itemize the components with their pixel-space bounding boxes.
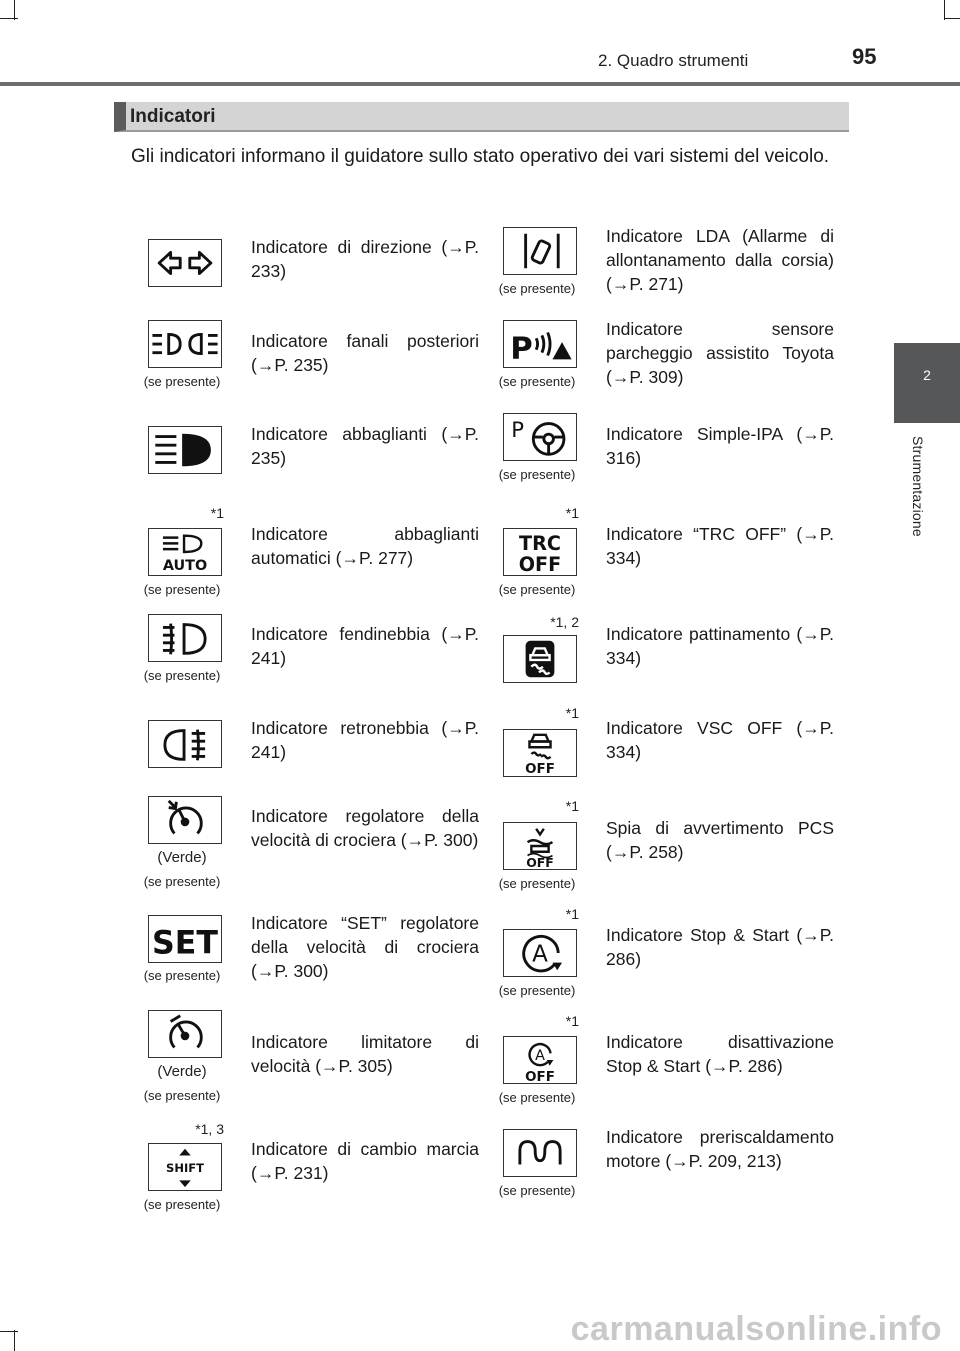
green-label: (Verde): [157, 849, 207, 866]
slip-icon: [503, 635, 577, 683]
if-equipped-label: (se presente): [498, 983, 576, 998]
if-equipped-label: (se presente): [498, 1090, 576, 1105]
indicator-description: Indicatore limitatore di velocità (→P. 305): [251, 1032, 479, 1076]
lda-icon: [503, 227, 577, 275]
chapter-tab: [894, 343, 960, 423]
svg-text:AUTO: AUTO: [162, 558, 208, 575]
indicator-description: Indicatore pattinamento (→P. 334): [606, 624, 834, 668]
parking-sensor-icon: [503, 320, 577, 368]
indicator-description: Indicatore retronebbia (→P. 241): [251, 718, 479, 762]
footnote-marker: *1, 2: [550, 614, 579, 630]
if-equipped-label: (se presente): [143, 374, 221, 389]
indicator-description: Indicatore Simple-IPA (→P. 316): [606, 424, 834, 468]
off-text: OFF: [525, 762, 555, 776]
turn-signal-icon: [148, 239, 222, 287]
speed-limiter-icon: [148, 1010, 222, 1058]
vsc-off-icon: [503, 729, 577, 777]
trc-text: TRC: [519, 532, 561, 556]
stop-start-letter: A: [532, 941, 548, 968]
footnote-marker: *1: [565, 798, 579, 814]
if-equipped-label: (se presente): [143, 1197, 221, 1212]
footnote-marker: *1, 3: [195, 1121, 224, 1137]
if-equipped-label: (se presente): [498, 1183, 576, 1198]
indicator-description: Indicatore VSC OFF (→P. 334): [606, 718, 834, 762]
indicator-description: Indicatore Stop & Start (→P. 286): [606, 925, 834, 969]
indicator-description: Indicatore regolatore della velocità di crociera (→P. 300): [251, 806, 479, 850]
off-text: OFF: [525, 1070, 555, 1083]
off-text: OFF: [526, 855, 554, 869]
if-equipped-label: (se presente): [143, 668, 221, 683]
crop-mark: [944, 18, 960, 19]
intro-paragraph: Gli indicatori informano il guidatore sullo stato operativo dei vari sistemi del veicolo.: [131, 146, 830, 167]
section-bar: [114, 102, 849, 132]
if-equipped-label: (se presente): [143, 1088, 221, 1103]
svg-text:P: P: [511, 417, 524, 442]
set-icon: [148, 915, 222, 963]
simple-ipa-icon: [503, 413, 577, 461]
crop-mark: [0, 18, 18, 19]
if-equipped-label: (se presente): [498, 467, 576, 482]
indicator-description: Indicatore di direzione (→P. 233): [251, 237, 479, 281]
indicator-description: Indicatore “SET” regolatore della velocità di crociera (→P. 300): [251, 913, 479, 981]
watermark: carmanualsonline.info: [570, 1310, 942, 1348]
indicator-description: Indicatore sensore parcheggio assistito Toyota (→P. 309): [606, 319, 834, 387]
shift-icon: [148, 1143, 222, 1191]
footnote-marker: *1: [565, 705, 579, 721]
indicator-description: Indicatore “TRC OFF” (→P. 334): [606, 524, 834, 568]
green-label: (Verde): [157, 1063, 207, 1080]
tail-lights-icon: [148, 320, 222, 368]
header-rule: [0, 82, 960, 86]
indicator-description: Indicatore disattivazione Stop & Start (→P. 286): [606, 1032, 834, 1076]
page-number: 95: [852, 44, 877, 69]
front-fog-icon: [148, 614, 222, 662]
if-equipped-label: (se presente): [498, 374, 576, 389]
footnote-marker: *1: [565, 906, 579, 922]
if-equipped-label: (se presente): [498, 582, 576, 597]
indicator-description: Indicatore di cambio marcia (→P. 231): [251, 1139, 479, 1183]
stop-start-letter: A: [535, 1048, 545, 1064]
indicator-description: Indicatore fanali posteriori (→P. 235): [251, 331, 479, 375]
trc-off-icon: [503, 528, 577, 576]
stop-start-off-icon: [503, 1036, 577, 1084]
indicator-description: Indicatore abbaglianti (→P. 235): [251, 424, 479, 468]
if-equipped-label: (se presente): [498, 281, 576, 296]
crop-mark: [14, 1330, 15, 1351]
section-bar-title: Indicatori: [130, 106, 216, 127]
footnote-marker: *1: [565, 1013, 579, 1029]
if-equipped-label: (se presente): [143, 874, 221, 889]
rear-fog-icon: [148, 720, 222, 768]
indicator-description: Indicatore preriscaldamento motore (→P. 209, 213): [606, 1127, 834, 1171]
indicator-description: Indicatore fendinebbia (→P. 241): [251, 624, 479, 668]
chapter-label: Strumentazione: [910, 436, 926, 537]
crop-mark: [14, 0, 15, 20]
svg-text:P: P: [510, 331, 533, 367]
if-equipped-label: (se presente): [143, 968, 221, 983]
auto-high-beam-icon: [148, 528, 222, 576]
if-equipped-label: (se presente): [498, 876, 576, 891]
if-equipped-label: (se presente): [143, 582, 221, 597]
indicator-description: Indicatore abbaglianti automatici (→P. 277): [251, 524, 479, 568]
pcs-warning-icon: [503, 822, 577, 870]
section-title: 2. Quadro strumenti: [598, 51, 749, 70]
crop-mark: [0, 1331, 18, 1332]
high-beam-icon: [148, 426, 222, 474]
footnote-marker: *1: [210, 505, 224, 521]
crop-mark: [944, 0, 945, 20]
set-icon-text: SET: [152, 925, 218, 962]
glow-plug-icon: [503, 1129, 577, 1177]
chapter-number: 2: [923, 367, 931, 383]
indicator-description: Indicatore LDA (Allarme di allontanamento dalla corsia) (→P. 271): [606, 226, 834, 294]
indicator-description: Spia di avvertimento PCS (→P. 258): [606, 818, 834, 862]
stop-start-icon: [503, 929, 577, 977]
off-text: OFF: [518, 553, 562, 575]
footnote-marker: *1: [565, 505, 579, 521]
shift-icon-text: SHIFT: [166, 1160, 204, 1175]
cruise-control-icon: [148, 796, 222, 844]
